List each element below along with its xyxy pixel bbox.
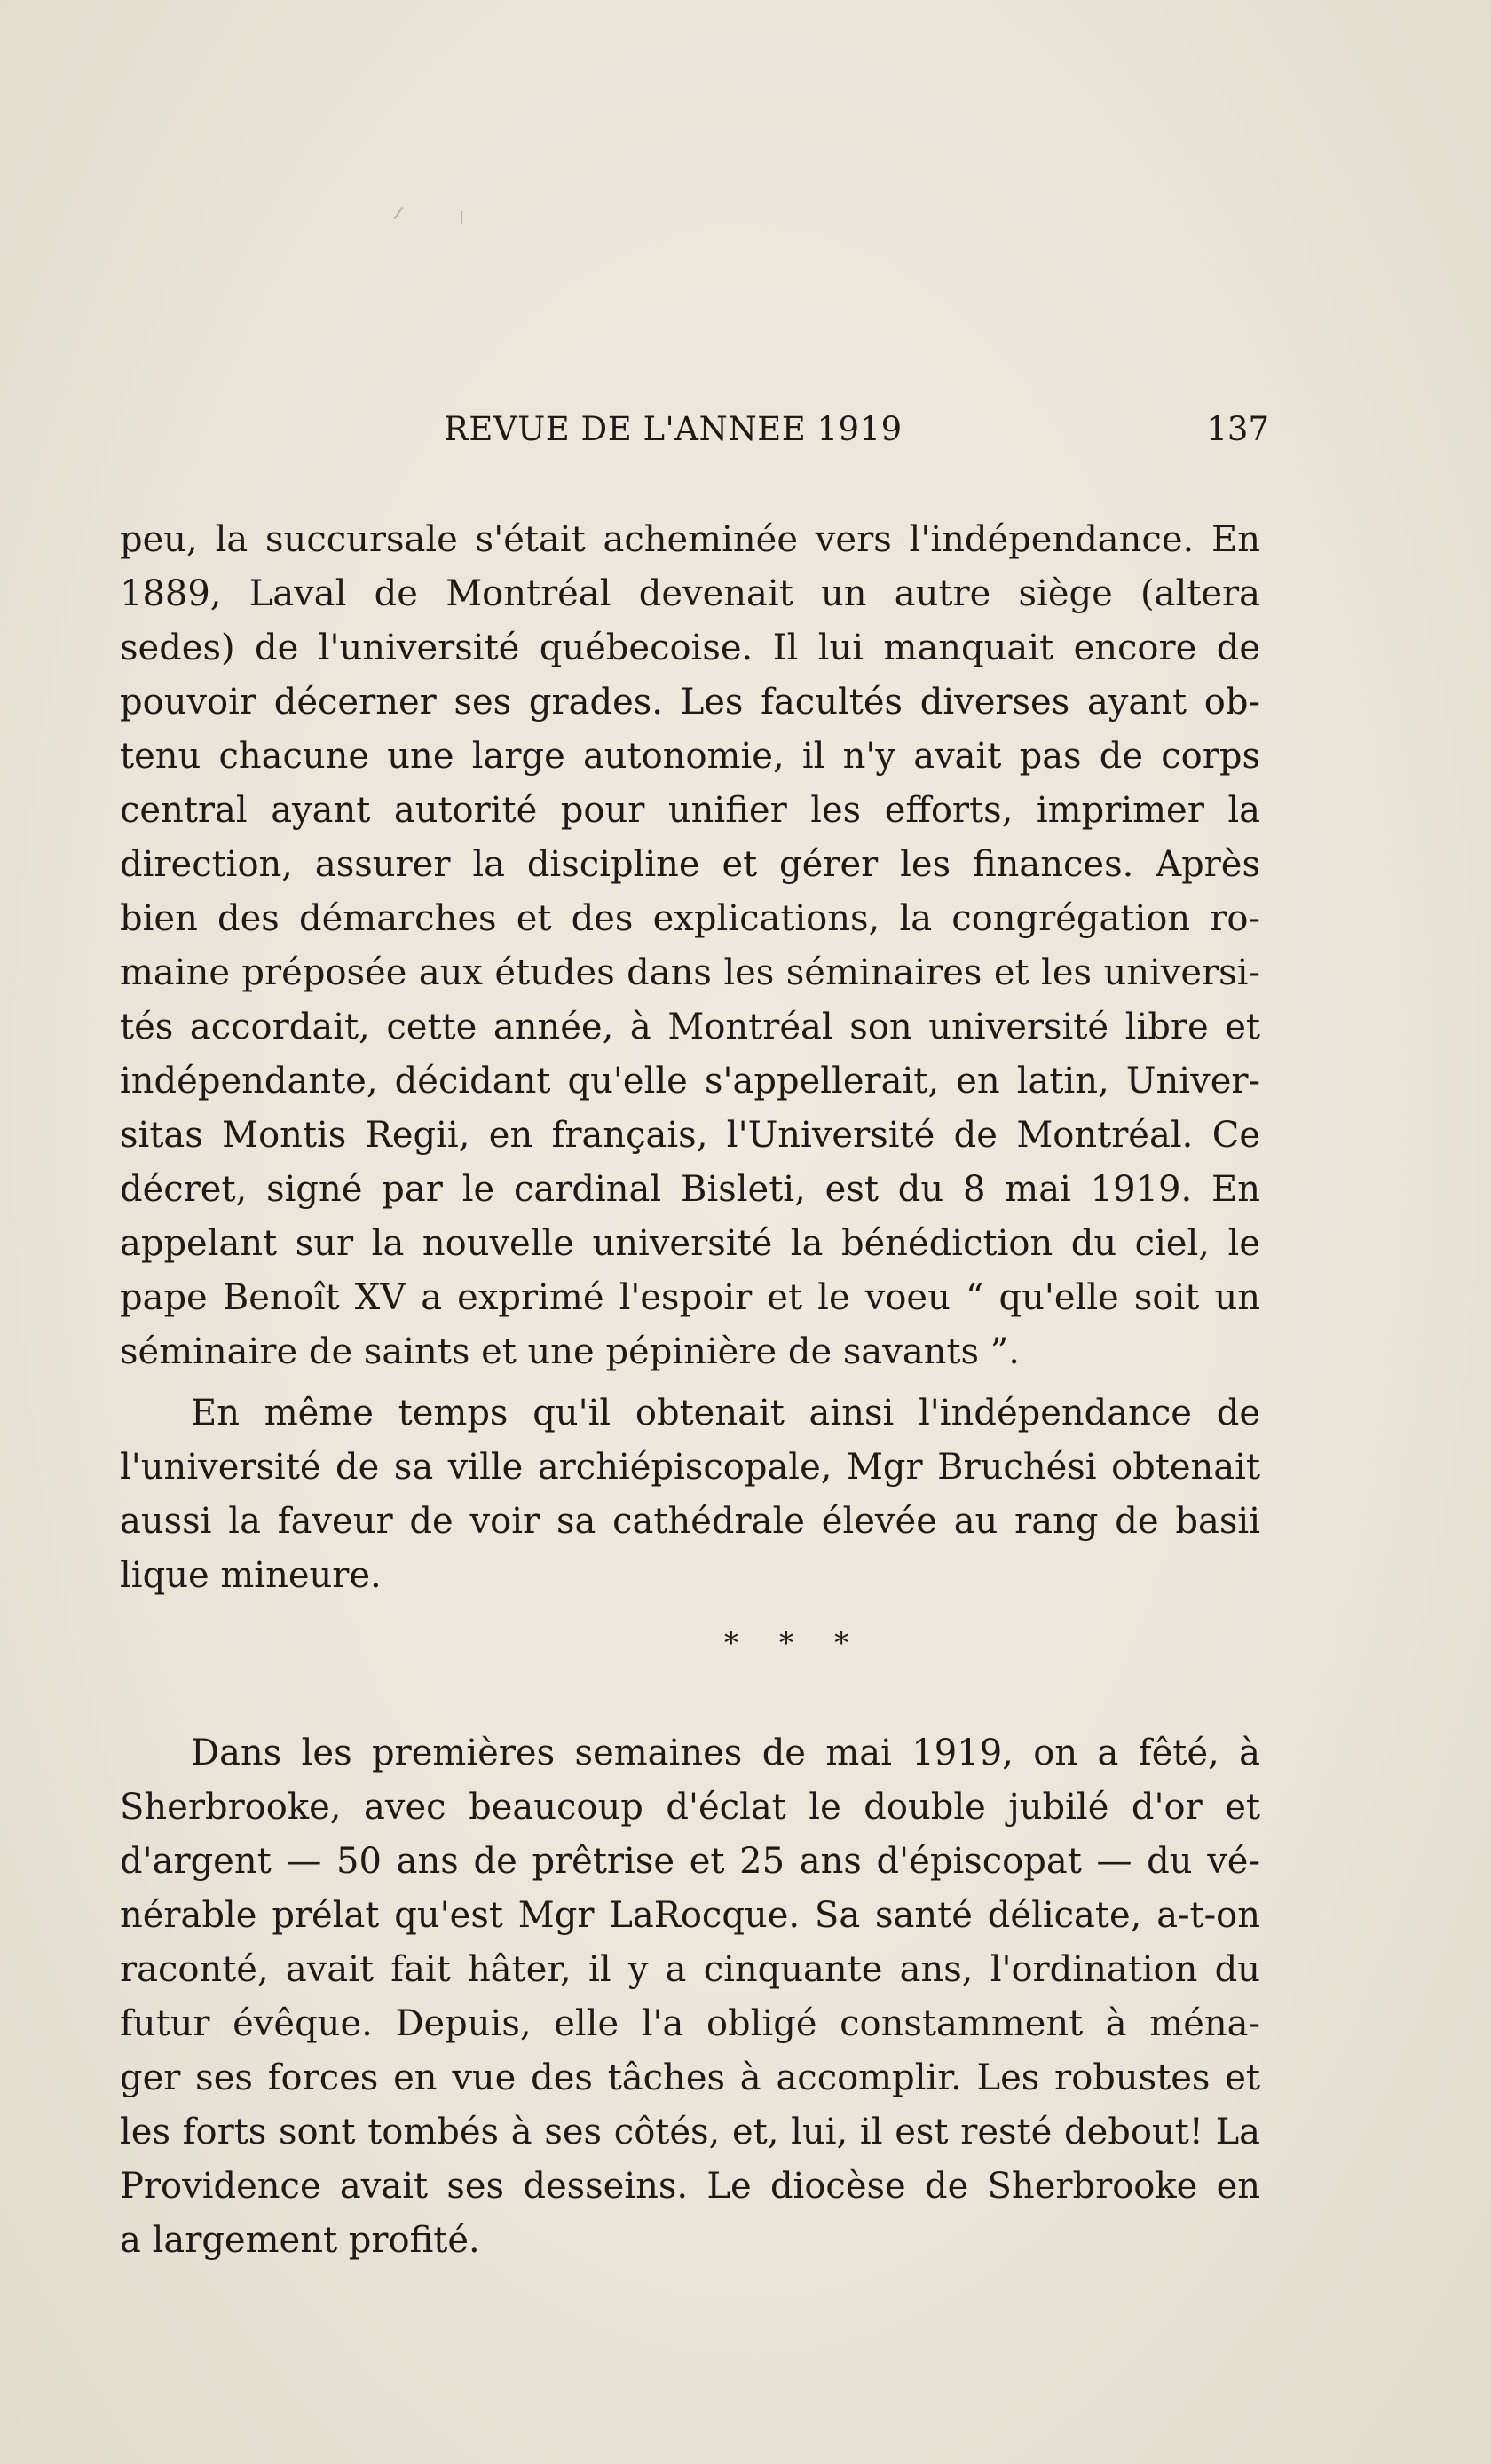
text-line: En même temps qu'il obtenait ainsi l'indépendance de — [191, 1393, 1260, 1433]
text-line: indépendante, décidant qu'elle s'appellerait, en latin, Univer- — [120, 1061, 1260, 1102]
text-line: Sherbrooke, avec beaucoup d'éclat le double jubilé d'or et — [120, 1787, 1260, 1828]
text-line: sitas Montis Regii, en français, l'Université de Montréal. Ce — [120, 1115, 1260, 1156]
text-line: décret, signé par le cardinal Bisleti, est du 8 mai 1919. En — [120, 1169, 1260, 1210]
text-line: raconté, avait fait hâter, il y a cinquante ans, l'ordination du — [120, 1949, 1260, 1990]
text-line: pape Benoît XV a exprimé l'espoir et le voeu “ qu'elle soit un — [120, 1277, 1260, 1318]
text-line: central ayant autorité pour unifier les efforts, imprimer la — [120, 790, 1260, 831]
text-line: séminaire de saints et une pépinière de savants ”. — [120, 1331, 1020, 1372]
text-line: futur évêque. Depuis, elle l'a obligé constamment à ména- — [120, 2003, 1260, 2044]
text-line: nérable prélat qu'est Mgr LaRocque. Sa santé délicate, a-t-on — [120, 1895, 1260, 1936]
text-line: l'université de sa ville archiépiscopale, Mgr Bruchési obtenait — [120, 1447, 1260, 1488]
page-header — [444, 410, 1269, 454]
text-line: d'argent — 50 ans de prêtrise et 25 ans d'épiscopat — du vé- — [120, 1841, 1260, 1882]
text-line: peu, la succursale s'était acheminée vers l'indépendance. En — [120, 519, 1260, 560]
text-line: les forts sont tombés à ses côtés, et, lui, il est resté debout! La — [120, 2112, 1260, 2152]
text-line: Providence avait ses desseins. Le diocèse de Sherbrooke en — [120, 2166, 1260, 2207]
running-title: REVUE DE L'ANNEE 1919 — [444, 410, 903, 448]
text-line: pouvoir décerner ses grades. Les facultés diverses ayant ob- — [120, 682, 1260, 723]
text-line: sedes) de l'université québecoise. Il lui manquait encore de — [120, 628, 1260, 668]
text-line: lique mineure. — [120, 1555, 382, 1596]
text-line: direction, assurer la discipline et gérer les finances. Après — [120, 844, 1260, 885]
paragraph-1 — [120, 513, 1260, 1379]
text-line: a largement profité. — [120, 2220, 480, 2261]
paragraph-3 — [120, 1726, 1260, 2268]
text-line: appelant sur la nouvelle université la bénédiction du ciel, le — [120, 1223, 1260, 1264]
paragraph-2 — [120, 1386, 1260, 1603]
text-line: tenu chacune une large autonomie, il n'y avait pas de corps — [120, 736, 1260, 777]
text-line: tés accordait, cette année, à Montréal son université libre et — [120, 1007, 1260, 1047]
text-line: bien des démarches et des explications, la congrégation ro- — [120, 898, 1260, 939]
text-line: ger ses forces en vue des tâches à accomplir. Les robustes et — [120, 2057, 1260, 2098]
text-line: aussi la faveur de voir sa cathédrale élevée au rang de basii — [120, 1501, 1260, 1542]
margin-mark — [461, 211, 462, 224]
page-number: 137 — [1206, 410, 1269, 448]
text-line: maine préposée aux études dans les séminaires et les universi- — [120, 952, 1260, 993]
text-line: Dans les premières semaines de mai 1919, on a fêté, à — [191, 1733, 1260, 1773]
margin-mark — [394, 207, 404, 219]
text-line: 1889, Laval de Montréal devenait un autre siège (altera — [120, 573, 1260, 614]
section-separator: * * * — [723, 1626, 865, 1660]
